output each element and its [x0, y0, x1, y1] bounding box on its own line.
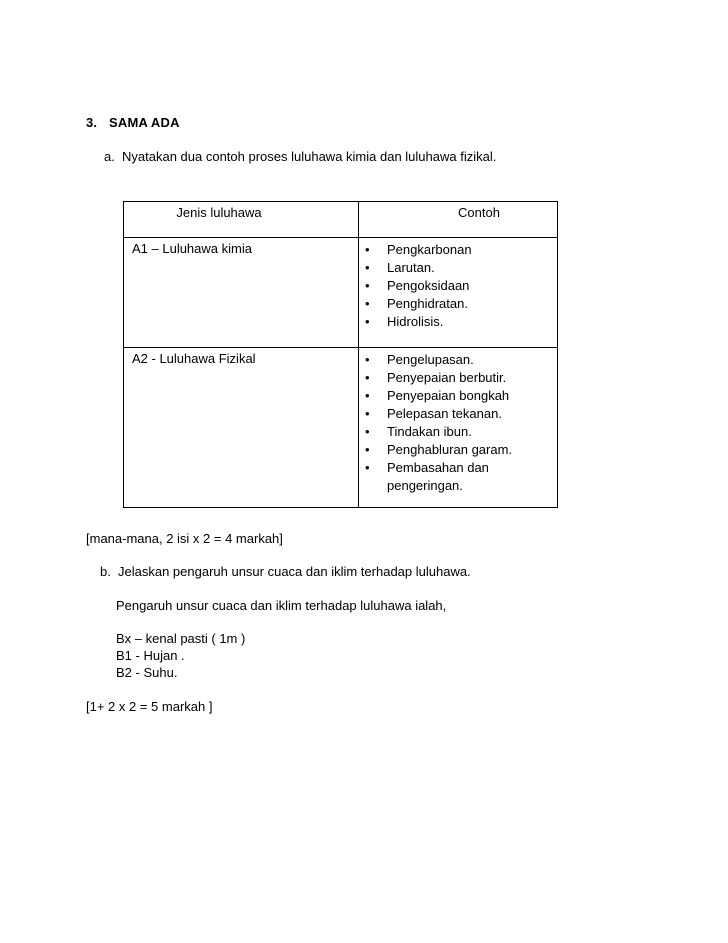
bullet-icon: •	[365, 242, 370, 257]
examples-list	[359, 351, 557, 495]
bullet-icon: •	[365, 296, 370, 311]
bullet-icon: •	[365, 278, 370, 293]
list-item: • Pengelupasan.	[365, 352, 474, 367]
part-b-label: b.	[100, 564, 111, 579]
list-item: • Penyepaian bongkah	[365, 388, 510, 403]
table-cell-examples	[359, 238, 558, 348]
list-item: • Penghidratan.	[365, 296, 468, 311]
table-row	[124, 348, 558, 508]
list-item: • Pelepasan tekanan.	[365, 406, 502, 421]
list-item: • Pengoksidaan	[365, 278, 470, 293]
table-cell-type: A1 – Luluhawa kimia	[124, 238, 359, 348]
question-number: 3.	[86, 115, 98, 130]
examples-list	[359, 241, 557, 331]
part-a-label: a.	[104, 149, 115, 164]
list-item: B2 - Suhu.	[116, 665, 178, 680]
list-item: • Pengkarbonan	[365, 242, 472, 257]
list-item: • Penyepaian berbutir.	[365, 370, 507, 385]
list-item: • Penghabluran garam.	[365, 442, 513, 457]
list-item: Bx – kenal pasti ( 1m )	[116, 631, 246, 646]
part-b-marks: [1+ 2 x 2 = 5 markah ]	[86, 699, 213, 714]
list-item: • Larutan.	[365, 260, 435, 275]
part-a-marks: [mana-mana, 2 isi x 2 = 4 markah]	[86, 531, 283, 546]
part-b-question	[100, 564, 471, 580]
table-cell-examples	[359, 348, 558, 508]
bullet-icon: •	[365, 406, 370, 421]
bullet-icon: •	[365, 442, 370, 457]
list-item: B1 - Hujan .	[116, 648, 185, 663]
part-b-prompt: Jelaskan pengaruh unsur cuaca dan iklim terhadap luluhawa.	[118, 564, 471, 579]
list-item: • Tindakan ibun.	[365, 424, 472, 439]
part-a-question	[104, 149, 496, 165]
bullet-icon: •	[365, 352, 370, 367]
table-header-row	[124, 202, 558, 238]
table-row	[124, 238, 558, 348]
question-title: SAMA ADA	[109, 115, 180, 130]
bullet-icon: •	[365, 424, 370, 439]
bullet-icon: •	[365, 314, 370, 329]
bullet-icon: •	[365, 260, 370, 275]
part-b-answers	[116, 630, 245, 681]
part-a-prompt: Nyatakan dua contoh proses luluhawa kimia dan luluhawa fizikal.	[122, 149, 497, 164]
part-b-intro: Pengaruh unsur cuaca dan iklim terhadap luluhawa ialah,	[116, 598, 447, 613]
bullet-icon: •	[365, 460, 370, 475]
table-header-examples: Contoh	[359, 202, 558, 238]
bullet-icon: •	[365, 388, 370, 403]
table-cell-type: A2 - Luluhawa Fizikal	[124, 348, 359, 508]
bullet-icon: •	[365, 370, 370, 385]
list-item: • Hidrolisis.	[365, 314, 444, 329]
table-header-type: Jenis luluhawa	[124, 202, 359, 238]
weathering-table	[123, 201, 558, 508]
question-heading	[86, 115, 180, 131]
list-item: • Pembasahan dan pengeringan.	[365, 460, 489, 493]
